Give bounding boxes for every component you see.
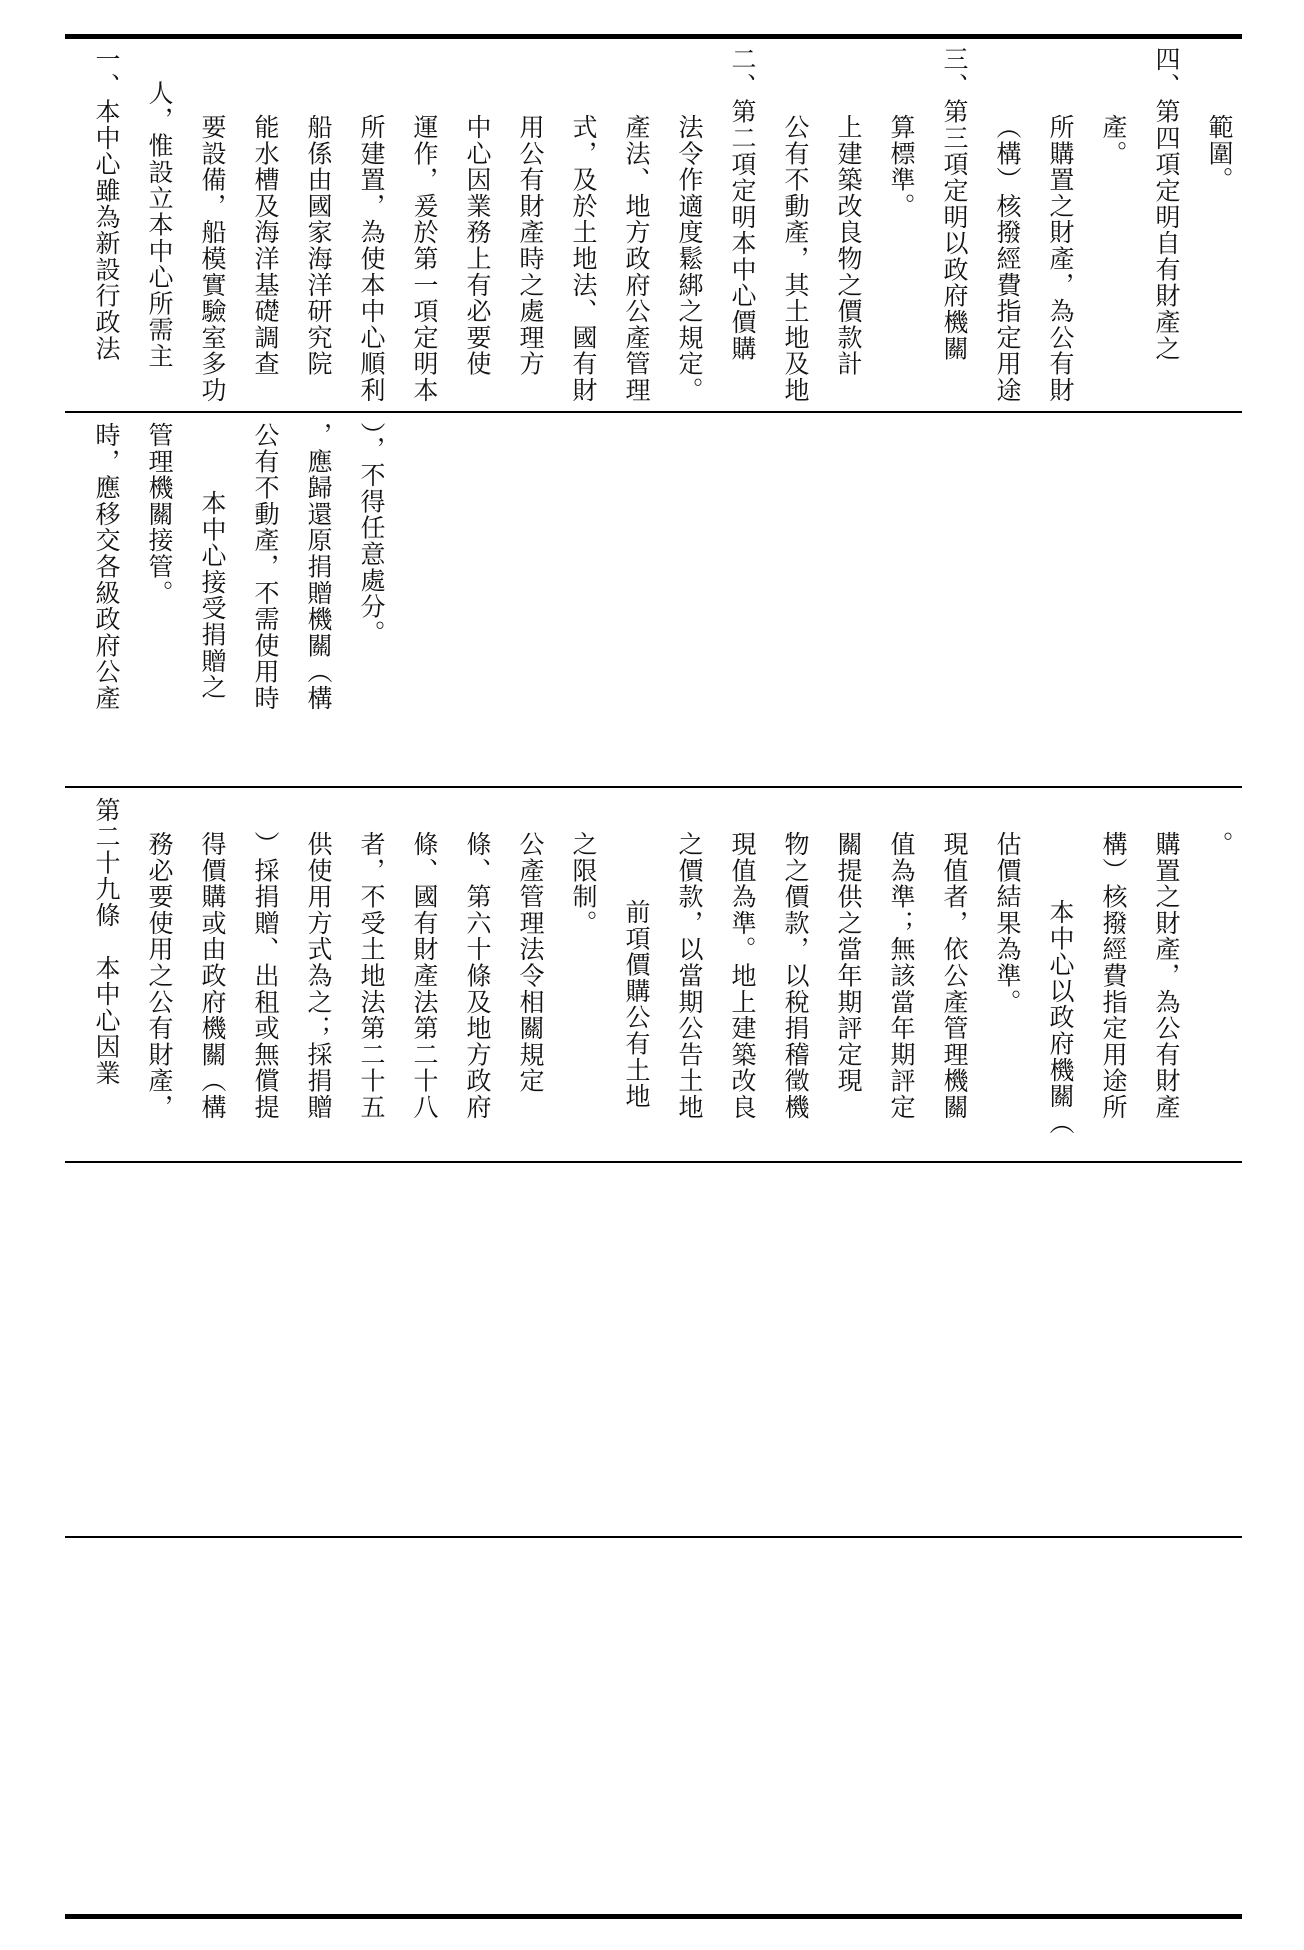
row-divider-4 [65,1536,1242,1538]
explanation-text-line: 四、第四項定明自有財產之 [1152,46,1181,362]
explanation-text-line: （構）核撥經費指定用途 [993,114,1022,404]
article-text-line: 條、國有財產法第二十八 [410,831,439,1121]
explanation-text-line: 用公有財產時之處理方 [516,114,545,377]
article-text-line: 公產管理法令相關規定 [516,831,545,1094]
article-text-line: 者，不受土地法第二十五 [357,831,386,1121]
article-text-line: 本中心以政府機關（ [1046,899,1075,1136]
continuation-text-line: 時，應移交各級政府公產 [92,422,121,712]
article-text-line: 條、第六十條及地方政府 [463,831,492,1121]
article-text-line: 前項價購公有土地 [622,899,651,1110]
continuation-columns [85,422,1235,782]
row-divider-1 [65,411,1242,413]
explanation-text-line: 船係由國家海洋研究院 [304,114,333,377]
article-text-line: 之限制。 [569,831,598,937]
bottom-rule [65,1914,1242,1919]
top-rule [65,34,1242,39]
explanation-text-line: 上建築改良物之價款計 [834,114,863,377]
explanation-text-line: 要設備，船模實驗室多功 [198,114,227,404]
explanation-text-line: 運作，爰於第一項定明本 [410,114,439,404]
explanation-text-line: 中心因業務上有必要使 [463,114,492,377]
article-text-line: 務必要使用之公有財產， [145,831,174,1121]
continuation-text-line: ），不得任意處分。 [357,422,386,647]
explanation-columns [85,46,1235,406]
article-panel [85,797,1235,1157]
article-text-line: 供使用方式為之；採捐贈 [304,831,333,1121]
row-divider-2 [65,786,1242,788]
explanation-text-line: 所購置之財產，為公有財 [1046,114,1075,404]
article-text-line: ）採捐贈、出租或無償提 [251,831,280,1121]
explanation-text-line: 三、第三項定明以政府機關 [940,46,969,362]
article-text-line: 購置之財產，為公有財產 [1152,831,1181,1121]
continuation-text-line: 本中心接受捐贈之 [198,490,227,701]
continuation-text-line: ，應歸還原捐贈機關（構 [304,422,333,712]
explanation-text-line: 能水槽及海洋基礎調查 [251,114,280,377]
article-text-line: 。 [1205,831,1234,858]
article-text-line: 得價購或由政府機關（構 [198,831,227,1121]
article-text-line: 現值為準。地上建築改良 [728,831,757,1121]
explanation-text-line: 式，及於土地法、國有財 [569,114,598,404]
explanation-text-line: 人，惟設立本中心所需主 [145,80,174,370]
article-text-line: 關提供之當年期評定現 [834,831,863,1094]
continuation-panel [85,422,1235,782]
continuation-text-line: 管理機關接管。 [145,422,174,607]
continuation-text-line: 公有不動產，不需使用時 [251,422,280,712]
explanation-text-line: 算標準。 [887,114,916,220]
explanation-text-line: 法令作適度鬆綁之規定。 [675,114,704,404]
article-text-line: 值為準；無該當年期評定 [887,831,916,1121]
explanation-text-line: 一、本中心雖為新設行政法 [92,46,121,362]
explanation-text-line: 二、第二項定明本中心價購 [728,46,757,362]
article-text-line: 估價結果為準。 [993,831,1022,1016]
row-divider-3 [65,1161,1242,1163]
article-text-line: 物之價款，以稅捐稽徵機 [781,831,810,1121]
article-text-line: 第二十九條 本中心因業 [92,797,121,1087]
explanation-text-line: 公有不動產，其土地及地 [781,114,810,404]
explanation-text-line: 範圍。 [1205,114,1234,193]
article-text-line: 現值者，依公產管理機關 [940,831,969,1121]
article-text-line: 構）核撥經費指定用途所 [1099,831,1128,1121]
article-text-line: 之價款，以當期公告土地 [675,831,704,1121]
explanation-panel [85,46,1235,406]
explanation-text-line: 產法、地方政府公產管理 [622,114,651,404]
explanation-text-line: 所建置，為使本中心順利 [357,114,386,404]
explanation-text-line: 產。 [1099,114,1128,167]
article-columns [85,797,1235,1157]
